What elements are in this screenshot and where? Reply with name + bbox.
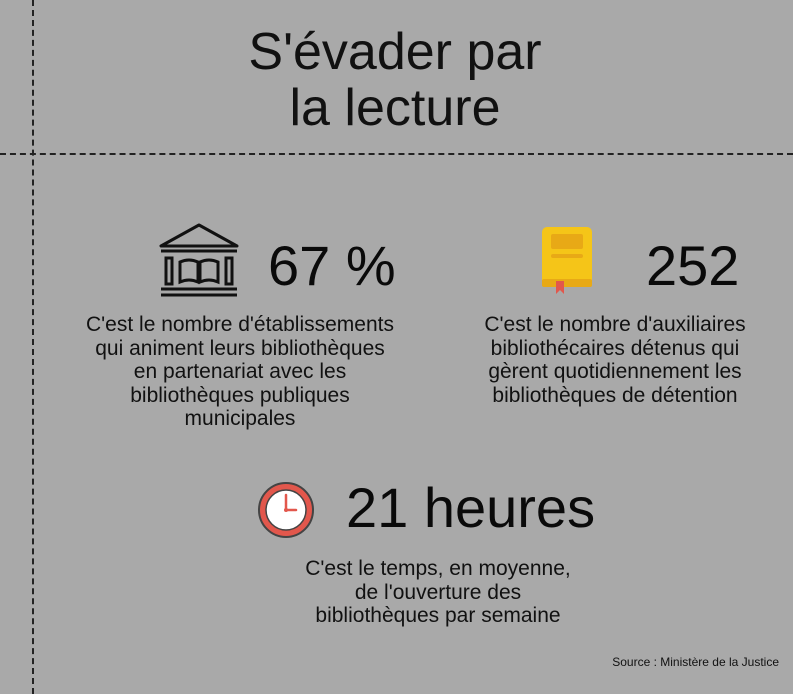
stat-description-auxiliaries: C'est le nombre d'auxiliaires bibliothécaires détenus qui gèrent quotidiennement les bibliothèques de détention — [484, 313, 746, 407]
stat-description-hours: C'est le temps, en moyenne, de l'ouverture des bibliothèques par semaine — [305, 557, 571, 627]
library-building-icon — [158, 222, 240, 298]
clock-icon — [256, 480, 316, 540]
stat-value-percent: 67 % — [268, 234, 396, 297]
stat-value-auxiliaries: 252 — [646, 234, 740, 297]
stat-description-establishments: C'est le nombre d'établissements qui animent leurs bibliothèques en partenariat avec les bibliothèques publiques municipales — [86, 313, 394, 430]
title-line-2: la lecture — [289, 79, 501, 137]
page-title — [160, 24, 630, 136]
source-credit: Source : Ministère de la Justice — [612, 655, 779, 669]
horizontal-dashed-divider — [0, 153, 793, 155]
title-line-1: S'évader par — [248, 23, 542, 81]
stat-value-hours: 21 heures — [346, 476, 596, 539]
book-icon — [540, 225, 596, 295]
vertical-dashed-divider — [32, 0, 34, 694]
